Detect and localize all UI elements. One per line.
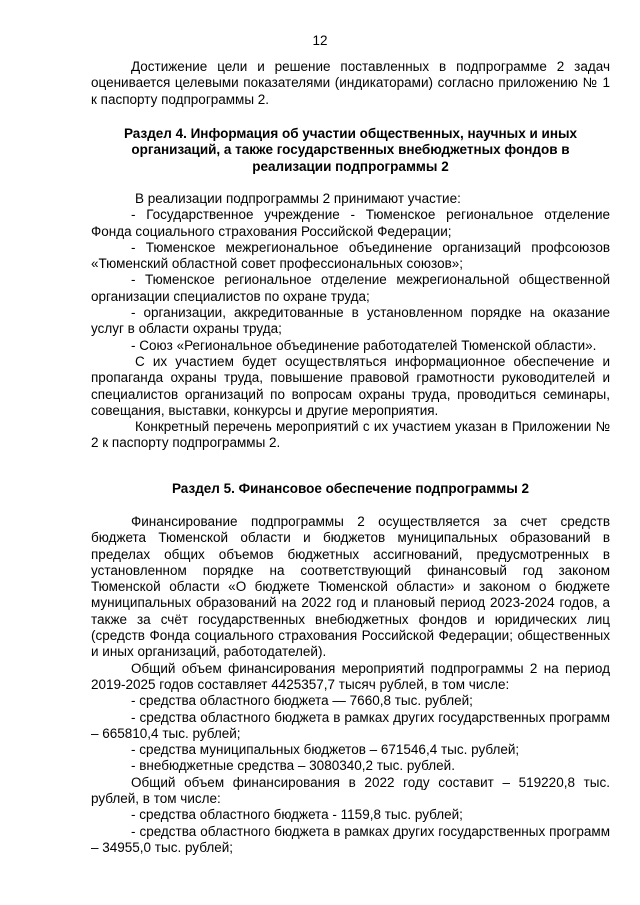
section5-heading-block — [91, 481, 610, 497]
intro-text: Достижение цели и решение поставленных в подпрограмме 2 задач оценивается целевыми показателями (индикаторами) согласно приложению № 1 к паспорту подпрограммы 2. — [91, 59, 610, 107]
section5-heading: Раздел 5. Финансовое обеспечение подпрограммы 2 — [171, 481, 530, 496]
funding-item: - средства областного бюджета - 1159,8 тыс. рублей; — [131, 807, 463, 823]
section4-heading — [91, 126, 610, 175]
section5-paragraph: Общий объем финансирования мероприятий подпрограммы 2 на период 2019-2025 годов составляет 4425357,7 тысяч рублей, в том числе: — [91, 660, 610, 692]
section4-heading-line1: Раздел 4. Информация об участии общественных, научных и иных — [123, 126, 578, 141]
section4-heading-line3: реализации подпрограммы 2 — [252, 158, 449, 174]
section4-body — [91, 191, 610, 452]
participant-item: - Государственное учреждение - Тюменское региональное отделение Фонда социального страхования Российской Федерации; — [91, 207, 610, 239]
funding-item: - средства областного бюджета в рамках других государственных программ – 34955,0 тыс. рублей; — [91, 823, 610, 855]
funding-item: - средства областного бюджета — 7660,8 тыс. рублей; — [131, 693, 473, 709]
participant-item: - организации, аккредитованные в установленном порядке на оказание услуг в области охраны труда; — [91, 305, 610, 337]
intro-paragraph — [91, 59, 610, 108]
section4-paragraph: Конкретный перечень мероприятий с их участием указан в Приложении № 2 к паспорту подпрограммы 2. — [91, 419, 610, 451]
section4-heading-line2: организаций, а также государственных внебюджетных фондов в — [131, 142, 570, 158]
section4-paragraph: С их участием будет осуществляться информационное обеспечение и пропаганда охраны труда, повышение правовой грамотности руководителей и специалистов организаций по вопросам охраны труда, проводиться семинары, совещания, выставки, конкурсы и другие мероприятия. — [91, 353, 610, 418]
section5-body — [91, 514, 610, 856]
section5-paragraph: Финансирование подпрограммы 2 осуществляется за счет средств бюджета Тюменской области и бюджетов муниципальных образований в пределах общих объемов бюджетных ассигнований, предусмотренных в установленном порядке на соответствующий финансовый год законом Тюменской области «О бюджете Тюменской области» и законом о бюджете муниципальных образований на 2022 год и плановый период 2023-2024 годов, а также за счёт государственных внебюджетных фондов и юридических лиц (средств Фонда социального страхования Российской Федерации; общественных и иных организаций, работодателей). — [91, 514, 610, 660]
section5-paragraph: Общий объем финансирования в 2022 году составит – 519220,8 тыс. рублей, в том числе: — [91, 774, 610, 807]
participant-item: - Тюменское межрегиональное объединение организаций профсоюзов «Тюменский областной совет профессиональных союзов»; — [91, 239, 610, 272]
participant-item: - Тюменское региональное отделение межрегиональной общественной организации специалистов по охране труда; — [91, 272, 610, 304]
funding-item: - средства муниципальных бюджетов – 671546,4 тыс. рублей; — [131, 742, 520, 758]
participant-item: - Союз «Региональное объединение работодателей Тюменской области». — [131, 337, 597, 353]
section4-lead: В реализации подпрограммы 2 принимают участие: — [135, 191, 461, 206]
funding-item: - внебюджетные средства – 3080340,2 тыс. рублей. — [131, 758, 455, 774]
funding-item: - средства областного бюджета в рамках других государственных программ – 665810,4 тыс. рублей; — [91, 709, 610, 741]
page-number: 12 — [312, 33, 328, 48]
